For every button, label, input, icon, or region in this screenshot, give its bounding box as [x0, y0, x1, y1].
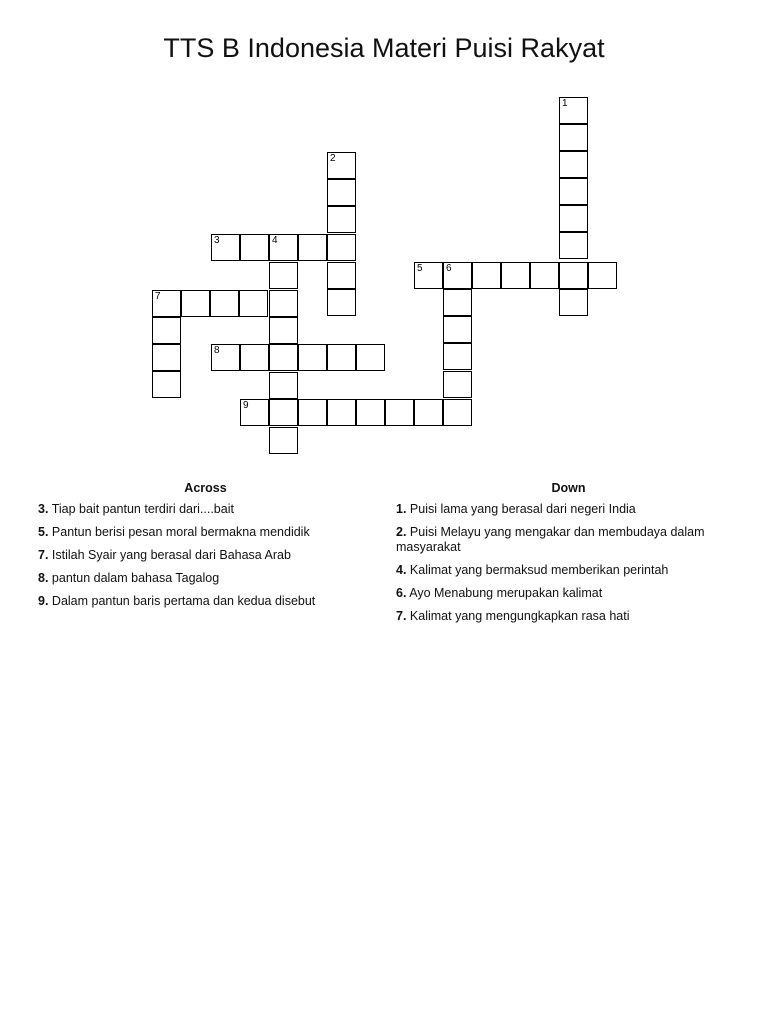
crossword-cell[interactable]	[443, 262, 472, 289]
crossword-cell[interactable]	[152, 371, 181, 398]
crossword-cell[interactable]	[269, 262, 298, 289]
clue-number: 8.	[38, 571, 49, 585]
crossword-cell[interactable]	[327, 262, 356, 289]
across-heading: Across	[184, 481, 227, 495]
crossword-cell[interactable]	[559, 151, 588, 178]
clue-text: Kalimat yang mengungkapkan rasa hati	[409, 609, 630, 623]
crossword-cell[interactable]	[298, 344, 327, 371]
crossword-cell[interactable]	[414, 262, 443, 289]
crossword-cell[interactable]	[269, 234, 298, 261]
down-heading: Down	[551, 481, 586, 495]
clue-number: 1	[562, 98, 568, 109]
clue-text: Pantun berisi pesan moral bermakna mendidik	[51, 525, 310, 539]
clue-text: Tiap bait pantun terdiri dari....bait	[51, 502, 234, 516]
crossword-cell[interactable]	[356, 399, 385, 426]
crossword-cell[interactable]	[443, 371, 472, 398]
page-title: TTS B Indonesia Materi Puisi Rakyat	[163, 33, 605, 63]
crossword-cell[interactable]	[327, 399, 356, 426]
crossword-cell[interactable]	[327, 179, 356, 206]
clue-number: 1.	[396, 502, 407, 516]
clue-number: 9.	[38, 594, 49, 608]
crossword-cell[interactable]	[211, 344, 240, 371]
crossword-cell[interactable]	[327, 234, 356, 261]
crossword-cell[interactable]	[298, 399, 327, 426]
crossword-cell[interactable]	[327, 344, 356, 371]
clue-number: 5	[417, 263, 423, 274]
clue-across-9	[38, 594, 373, 609]
crossword-cell[interactable]	[240, 234, 269, 261]
crossword-cell[interactable]	[559, 97, 588, 124]
clue-text: Puisi lama yang berasal dari negeri India	[409, 502, 636, 516]
crossword-cell[interactable]	[443, 343, 472, 370]
clue-number: 9	[243, 400, 249, 411]
crossword-cell[interactable]	[298, 234, 327, 261]
clue-number: 3	[214, 235, 220, 246]
clue-number: 3.	[38, 502, 49, 516]
clue-number: 7.	[396, 609, 407, 623]
clue-across-3	[38, 502, 373, 517]
crossword-cell[interactable]	[327, 289, 356, 316]
crossword-cell[interactable]	[559, 178, 588, 205]
across-clues	[38, 481, 373, 617]
crossword-cell[interactable]	[210, 290, 239, 317]
clue-number: 6	[446, 263, 452, 274]
crossword-cell[interactable]	[327, 206, 356, 233]
clue-across-8	[38, 571, 373, 586]
crossword-cell[interactable]	[559, 232, 588, 259]
down-clues	[396, 481, 741, 632]
crossword-cell[interactable]	[152, 317, 181, 344]
crossword-cell[interactable]	[443, 289, 472, 316]
crossword-cell[interactable]	[443, 316, 472, 343]
crossword-cell[interactable]	[269, 372, 298, 399]
crossword-cell[interactable]	[385, 399, 414, 426]
crossword-cell[interactable]	[269, 344, 298, 371]
crossword-cell[interactable]	[269, 290, 298, 317]
crossword-cell[interactable]	[588, 262, 617, 289]
crossword-cell[interactable]	[472, 262, 501, 289]
crossword-cell[interactable]	[269, 317, 298, 344]
crossword-cell[interactable]	[559, 124, 588, 151]
clue-number: 6.	[396, 586, 407, 600]
crossword-cell[interactable]	[269, 427, 298, 454]
crossword-cell[interactable]	[181, 290, 210, 317]
crossword-cell[interactable]	[559, 205, 588, 232]
clue-number: 8	[214, 345, 220, 356]
clue-across-7	[38, 548, 373, 563]
clue-text: Ayo Menabung merupakan kalimat	[409, 586, 603, 600]
crossword-cell[interactable]	[559, 289, 588, 316]
crossword-cell[interactable]	[152, 290, 181, 317]
clue-down-6	[396, 586, 741, 601]
crossword-grid	[0, 0, 768, 470]
crossword-cell[interactable]	[443, 399, 472, 426]
crossword-cell[interactable]	[240, 399, 269, 426]
clue-number: 7	[155, 291, 161, 302]
crossword-cell[interactable]	[211, 234, 240, 261]
clue-number: 5.	[38, 525, 49, 539]
crossword-cell[interactable]	[501, 262, 530, 289]
crossword-cell[interactable]	[559, 262, 588, 289]
crossword-cell[interactable]	[239, 290, 268, 317]
clue-down-4	[396, 563, 741, 578]
clue-down-7	[396, 609, 741, 624]
clue-down-1	[396, 502, 741, 517]
crossword-cell[interactable]	[240, 344, 269, 371]
clue-number: 7.	[38, 548, 49, 562]
clue-text: pantun dalam bahasa Tagalog	[51, 571, 220, 585]
clue-number: 2.	[396, 525, 407, 539]
clue-text: Puisi Melayu yang mengakar dan membudaya dalam masyarakat	[396, 525, 705, 554]
clue-down-2	[396, 525, 741, 555]
clue-number: 2	[330, 153, 336, 164]
clue-text: Kalimat yang bermaksud memberikan perintah	[409, 563, 669, 577]
crossword-cell[interactable]	[327, 152, 356, 179]
clue-number: 4.	[396, 563, 407, 577]
crossword-cell[interactable]	[152, 344, 181, 371]
clue-text: Dalam pantun baris pertama dan kedua disebut	[51, 594, 316, 608]
clue-text: Istilah Syair yang berasal dari Bahasa Arab	[51, 548, 291, 562]
crossword-cell[interactable]	[356, 344, 385, 371]
crossword-cell[interactable]	[530, 262, 559, 289]
clue-number: 4	[272, 235, 278, 246]
crossword-cell[interactable]	[414, 399, 443, 426]
clue-across-5	[38, 525, 373, 540]
crossword-cell[interactable]	[269, 399, 298, 426]
